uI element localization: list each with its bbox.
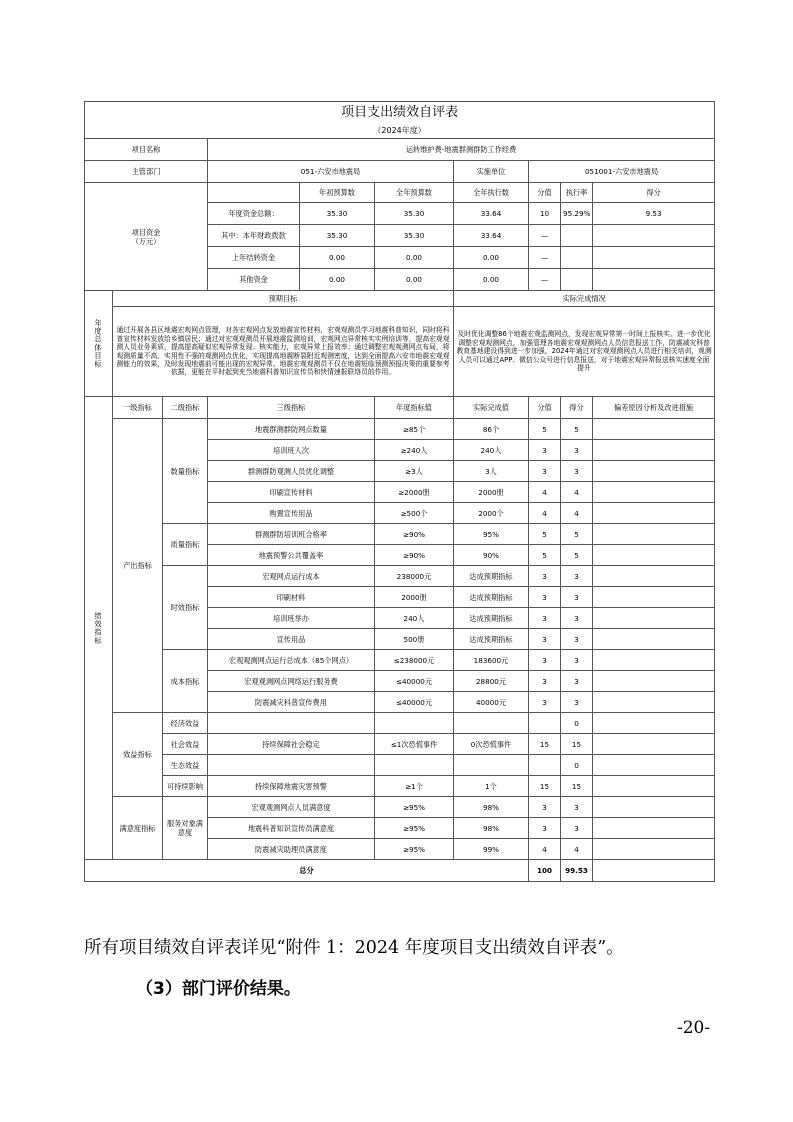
score-value: 4 [561,482,593,503]
weight-value: 15 [529,776,561,797]
funds-annual: 35.30 [375,225,454,247]
funds-weight: — [529,269,561,291]
funds-annual: 35.30 [375,203,454,225]
deviation-note [593,482,715,503]
score-value: 3 [561,692,593,713]
funds-row-label: 年度资金总额： [208,203,300,225]
level3-indicator [208,713,375,734]
indicators-label: 绩效指标 [85,397,113,860]
deviation-note [593,755,715,776]
weight-value: 3 [529,797,561,818]
target-value: ≥90% [375,545,454,566]
project-name-label: 项目名称 [85,139,208,161]
actual-value: 86个 [454,419,529,440]
level2-indicator: 生态效益 [163,755,208,776]
actual-value: 2000册 [454,482,529,503]
level2-indicator: 时效指标 [163,566,208,650]
target-value: ≥2000册 [375,482,454,503]
indicator-header: 偏差原因分析及改进措施 [593,397,715,419]
target-value: ≤40000元 [375,692,454,713]
funds-row-label: 其中：本年财政拨款 [208,225,300,247]
funds-rate: 95.29% [561,203,593,225]
table-row [85,307,715,397]
level3-indicator: 宏观观测网点人员满意度 [208,797,375,818]
project-name: 运转维护费-地震群测群防工作经费 [208,139,715,161]
weight-value: 3 [529,587,561,608]
actual-value: 0次恐慌事件 [454,734,529,755]
deviation-note [593,608,715,629]
weight-value: 5 [529,524,561,545]
target-value: 240人 [375,608,454,629]
actual-value [454,755,529,776]
expected-goal-header: 预期目标 [113,291,454,307]
score-value: 5 [561,545,593,566]
funds-executed: 33.64 [454,225,529,247]
actual-value: 240人 [454,440,529,461]
target-value: 500册 [375,629,454,650]
weight-value: 3 [529,692,561,713]
weight-value: 3 [529,566,561,587]
level2-indicator: 服务对象满意度 [163,797,208,860]
funds-rate [561,269,593,291]
target-value: ≥1个 [375,776,454,797]
target-value: 238000元 [375,566,454,587]
table-row [85,419,715,440]
table-row [85,755,715,776]
weight-value: 5 [529,545,561,566]
actual-value: 98% [454,818,529,839]
actual-value [454,713,529,734]
funds-rate [561,225,593,247]
funds-weight: 10 [529,203,561,225]
score-value: 5 [561,524,593,545]
funds-label-cell [85,183,208,291]
section-heading: （3）部门评价结果。 [136,979,301,999]
level1-indicator: 效益指标 [113,713,163,797]
weight-value: 4 [529,503,561,524]
deviation-note [593,461,715,482]
deviation-note [593,524,715,545]
deviation-note [593,734,715,755]
target-value: ≤1次恐慌事件 [375,734,454,755]
total-score: 99.53 [561,860,593,882]
weight-value: 3 [529,608,561,629]
target-value: ≥240人 [375,440,454,461]
target-value [375,755,454,776]
score-value: 0 [561,755,593,776]
weight-value: 3 [529,650,561,671]
level3-indicator: 地震科普知识宣传员满意度 [208,818,375,839]
table-year: （2024年度） [85,124,715,139]
score-value: 3 [561,566,593,587]
score-value: 5 [561,419,593,440]
level3-indicator: 宏观网点运行成本 [208,566,375,587]
impl-unit-value: 051001-六安市地震局 [529,161,715,183]
actual-value: 28800元 [454,671,529,692]
total-note [593,860,715,882]
table-row [85,566,715,587]
level3-indicator: 防震减灾科普宣传费用 [208,692,375,713]
weight-value: 3 [529,629,561,650]
total-label: 总分 [85,860,529,882]
target-value [375,713,454,734]
deviation-note [593,671,715,692]
funds-initial: 35.30 [300,203,375,225]
deviation-note [593,839,715,860]
total-weight: 100 [529,860,561,882]
score-value: 3 [561,608,593,629]
weight-value: 3 [529,818,561,839]
footer-note: 所有项目绩效自评表详见“附件 1：2024 年度项目支出绩效自评表”。 [84,938,624,958]
level3-indicator: 印刷宣传材料 [208,482,375,503]
deviation-note [593,440,715,461]
level3-indicator: 宏观观测网点运行总成本（85个网点） [208,650,375,671]
level3-indicator: 培训班举办 [208,608,375,629]
funds-annual: 0.00 [375,247,454,269]
level3-indicator: 持续保障地震灾害预警 [208,776,375,797]
funds-unit: （万元） [131,236,161,246]
score-value: 3 [561,461,593,482]
funds-header: 全年执行数 [454,183,529,203]
funds-annual: 0.00 [375,269,454,291]
indicator-header: 一级指标 [113,397,163,419]
table-row [85,291,715,307]
deviation-note [593,776,715,797]
score-value: 3 [561,650,593,671]
score-value: 3 [561,797,593,818]
funds-row-label: 其他资金 [208,269,300,291]
target-value: ≤40000元 [375,671,454,692]
impl-unit-label: 实施单位 [454,161,529,183]
level3-indicator: 持续保障社会稳定 [208,734,375,755]
weight-value: 5 [529,419,561,440]
weight-value: 4 [529,839,561,860]
funds-header: 全年预算数 [375,183,454,203]
table-row [85,713,715,734]
deviation-note [593,419,715,440]
level1-indicator: 满意度指标 [113,797,163,860]
level2-indicator: 社会效益 [163,734,208,755]
indicator-header: 年度指标值 [375,397,454,419]
score-value: 3 [561,629,593,650]
table-row [85,860,715,882]
funds-header: 得分 [593,183,715,203]
level3-indicator [208,755,375,776]
level2-indicator: 成本指标 [163,650,208,713]
funds-executed: 33.64 [454,203,529,225]
level2-indicator: 经济效益 [163,713,208,734]
level3-indicator: 地震群测群防网点数量 [208,419,375,440]
level3-indicator: 印刷材料 [208,587,375,608]
target-value: ≥95% [375,839,454,860]
deviation-note [593,566,715,587]
level3-indicator: 宣传用品 [208,629,375,650]
actual-value: 98% [454,797,529,818]
funds-score [593,225,715,247]
funds-header-blank [208,183,300,203]
actual-value: 2000个 [454,503,529,524]
funds-initial: 35.30 [300,225,375,247]
score-value: 3 [561,440,593,461]
score-value: 3 [561,587,593,608]
funds-score [593,269,715,291]
funds-initial: 0.00 [300,247,375,269]
weight-value: 3 [529,440,561,461]
dept-label: 主管部门 [85,161,208,183]
funds-row-label: 上年结转资金 [208,247,300,269]
target-value: ≥3人 [375,461,454,482]
actual-result-text: 及时优化调整86个地震宏观监测网点，发现宏观异常第一时间上报核实。进一步优化调整宏观观测网点，加强管理各地震宏观观测网点人员信息报送工作，防震减灾科普教育基地建设得到进一步加强，2024年通过对宏观观测网点人员进行相关培训，观测人员可以通过APP、微信公众号进行信息报送，对于地震宏观异常报送核实速度全面提升 [454,307,715,397]
table-row [85,797,715,818]
indicator-header: 三级指标 [208,397,375,419]
actual-value: 40000元 [454,692,529,713]
actual-value: 达成预期指标 [454,566,529,587]
funds-header: 执行率 [561,183,593,203]
deviation-note [593,503,715,524]
level2-indicator: 可持续影响 [163,776,208,797]
deviation-note [593,587,715,608]
level2-indicator: 数量指标 [163,419,208,524]
actual-value: 达成预期指标 [454,587,529,608]
funds-executed: 0.00 [454,269,529,291]
funds-weight: — [529,247,561,269]
target-value: ≥500个 [375,503,454,524]
funds-label: 项目资金 [131,227,161,237]
score-value: 15 [561,776,593,797]
score-value: 4 [561,839,593,860]
level3-indicator: 宏观观测网点网络运行服务费 [208,671,375,692]
actual-value: 90% [454,545,529,566]
deviation-note [593,629,715,650]
overall-goal-label: 年度总体目标 [85,291,113,397]
target-value: ≥95% [375,818,454,839]
actual-result-header: 实际完成情况 [454,291,715,307]
performance-evaluation-table [84,101,715,882]
weight-value: 15 [529,734,561,755]
table-row [85,524,715,545]
score-value: 3 [561,818,593,839]
table-row [85,776,715,797]
funds-initial: 0.00 [300,269,375,291]
page-number: -20- [677,1018,711,1038]
funds-header: 分值 [529,183,561,203]
target-value: ≥85个 [375,419,454,440]
weight-value [529,713,561,734]
level3-indicator: 群测群防培训班合格率 [208,524,375,545]
funds-header: 年初预算数 [300,183,375,203]
level3-indicator: 购置宣传用品 [208,503,375,524]
table-row [85,734,715,755]
deviation-note [593,713,715,734]
indicator-header: 实际完成值 [454,397,529,419]
indicator-header: 二级指标 [163,397,208,419]
deviation-note [593,818,715,839]
weight-value [529,755,561,776]
target-value: ≥95% [375,797,454,818]
table-title: 项目支出绩效自评表 [85,102,715,125]
actual-value: 99% [454,839,529,860]
table-row [85,397,715,419]
score-value: 15 [561,734,593,755]
actual-value: 183600元 [454,650,529,671]
funds-score [593,247,715,269]
actual-value: 95% [454,524,529,545]
target-value: ≤238000元 [375,650,454,671]
actual-value: 达成预期指标 [454,608,529,629]
table-row [85,650,715,671]
score-value: 3 [561,671,593,692]
score-value: 0 [561,713,593,734]
funds-weight: — [529,225,561,247]
level3-indicator: 群测群防观测人员优化调整 [208,461,375,482]
level1-indicator: 产出指标 [113,419,163,713]
funds-score: 9.53 [593,203,715,225]
actual-value: 3人 [454,461,529,482]
level2-indicator: 质量指标 [163,524,208,566]
deviation-note [593,650,715,671]
funds-executed: 0.00 [454,247,529,269]
funds-rate [561,247,593,269]
actual-value: 达成预期指标 [454,629,529,650]
weight-value: 4 [529,482,561,503]
weight-value: 3 [529,461,561,482]
actual-value: 1个 [454,776,529,797]
dept-value: 051-六安市地震局 [208,161,454,183]
level3-indicator: 培训班人次 [208,440,375,461]
level3-indicator: 防震减灾助理员满意度 [208,839,375,860]
target-value: 2000册 [375,587,454,608]
expected-goal-text: 通过开展各县区地震宏观网点管理，对各宏观网点发放地震宣传材料，宏观观测员学习地震科普知识，同时将科普宣传材料发放给乡镇居民；通过对宏观观测员开展地震监测培训，宏观网点异常核实实例培训等，提高宏观观测人员业务素质，提高提高疑似宏观异常发现、核实能力，宏观异常上报效率；通过调整宏观观测网点布局，将观测质量不高、实用性不强的观测网点优化，实现提高地震断裂附近观测密度，达到全面提高六安市地震宏观观测能力的效果，及时发现地震前可能出现的宏观异常。地震宏观观测员不仅在地震短临预测预报决策的重要参考依据，更能在平时起到充当地震科普知识宣传员和快情速报联络员的作用。 [113,307,454,397]
target-value: ≥90% [375,524,454,545]
deviation-note [593,797,715,818]
deviation-note [593,545,715,566]
indicator-header: 分值 [529,397,561,419]
deviation-note [593,692,715,713]
score-value: 4 [561,503,593,524]
weight-value: 3 [529,671,561,692]
level3-indicator: 地震预警公共覆盖率 [208,545,375,566]
indicator-header: 得分 [561,397,593,419]
